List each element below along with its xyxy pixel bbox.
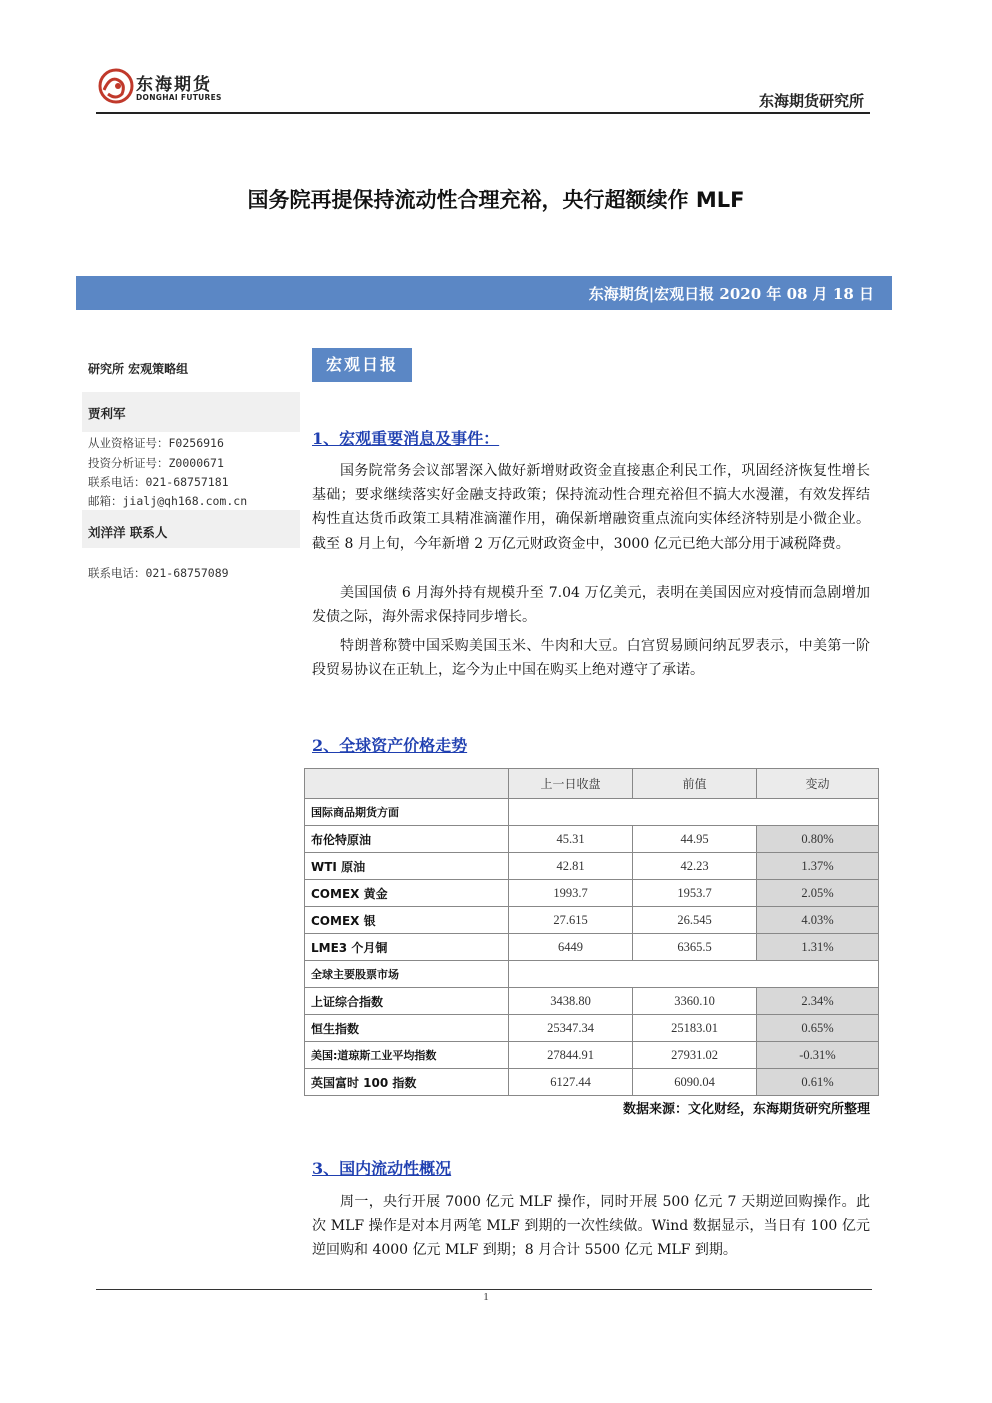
asset-name: COMEX 黄金 [305,880,509,907]
analyst-1-qualification: 从业资格证号：F0256916 [88,436,224,450]
prev-value: 26.545 [633,907,757,934]
prev-value: 6090.04 [633,1069,757,1096]
section-3-heading: 3、国内流动性概况 [312,1159,452,1178]
table-row [305,1042,879,1069]
change-value: 1.31% [757,934,879,961]
table-category-row [305,961,879,988]
close-value: 25347.34 [509,1015,633,1042]
table-row [305,934,879,961]
analyst-1-phone: 联系电话：021-68757181 [88,475,229,489]
footer-divider [96,1289,872,1290]
header-divider [96,112,870,114]
asset-name: 布伦特原油 [305,826,509,853]
close-value: 1993.7 [509,880,633,907]
analyst-1-investment-id: 投资分析证号：Z0000671 [88,456,224,470]
asset-price-table [304,768,879,1096]
data-source-note: 数据来源：文化财经，东海期货研究所整理 [622,1102,870,1117]
section-3-paragraph: 周一，央行开展 7000 亿元 MLF 操作，同时开展 500 亿元 7 天期逆回购操作。此次 MLF 操作是对本月两笔 MLF 到期的一次性续做。Wind 数据显示，当日有 100 亿元逆回购和 4000 亿元 MLF 到期；8 月合计 5500 亿元 MLF 到期。 [312,1194,870,1259]
asset-name: 上证综合指数 [305,988,509,1015]
close-value: 45.31 [509,826,633,853]
asset-name: 美国:道琼斯工业平均指数 [305,1042,509,1069]
prev-value: 3360.10 [633,988,757,1015]
prev-value: 25183.01 [633,1015,757,1042]
analyst-2-phone: 联系电话：021-68757089 [88,566,229,580]
category-label: 国际商品期货方面 [305,799,509,826]
header-institute-name: 东海期货研究所 [758,92,864,110]
close-value: 27844.91 [509,1042,633,1069]
change-value: 0.61% [757,1069,879,1096]
asset-name: 英国富时 100 指数 [305,1069,509,1096]
category-label: 全球主要股票市场 [305,961,509,988]
close-value: 6127.44 [509,1069,633,1096]
prev-value: 1953.7 [633,880,757,907]
asset-name: COMEX 银 [305,907,509,934]
close-value: 27.615 [509,907,633,934]
table-category-row [305,799,879,826]
analyst-1-name: 贾利军 [88,406,126,421]
close-value: 3438.80 [509,988,633,1015]
section-1-paragraph: 特朗普称赞中国采购美国玉米、牛肉和大豆。白宫贸易顾问纳瓦罗表示，中美第一阶段贸易协议在正轨上，迄今为止中国在购买上绝对遵守了承诺。 [312,638,870,679]
asset-name: LME3 个月铜 [305,934,509,961]
close-value: 6449 [509,934,633,961]
table-row [305,880,879,907]
table-row [305,988,879,1015]
table-header-row [305,769,879,799]
table-header-cell: 上一日收盘 [509,769,633,799]
prev-value: 42.23 [633,853,757,880]
change-value: 0.65% [757,1015,879,1042]
table-row [305,1069,879,1096]
table-row [305,907,879,934]
prev-value: 6365.5 [633,934,757,961]
change-value: 0.80% [757,826,879,853]
analyst-2-name: 刘洋洋 联系人 [88,525,168,540]
table-cell [509,961,879,988]
report-banner [76,276,892,310]
change-value: -0.31% [757,1042,879,1069]
change-value: 2.05% [757,880,879,907]
page-number: 1 [483,1291,489,1303]
prev-value: 44.95 [633,826,757,853]
table-cell [509,799,879,826]
analyst-1-email: 邮箱：jialj@qh168.com.cn [88,494,248,508]
section-1-paragraph: 美国国债 6 月海外持有规模升至 7.04 万亿美元，表明在美国因应对疫情而急剧增加发债之际，海外需求保持同步增长。 [312,585,870,626]
change-value: 2.34% [757,988,879,1015]
logo-english-text: DONGHAI FUTURES [136,93,222,102]
asset-name: WTI 原油 [305,853,509,880]
prev-value: 27931.02 [633,1042,757,1069]
asset-name: 恒生指数 [305,1015,509,1042]
section-1-heading: 1、宏观重要消息及事件： [312,429,500,448]
logo-chinese-text: 东海期货 [136,75,212,95]
table-header-cell [305,769,509,799]
banner-text: 东海期货|宏观日报 2020 年 08 月 18 日 [588,285,874,303]
section-2-heading: 2、全球资产价格走势 [312,736,468,755]
table-row [305,1015,879,1042]
close-value: 42.81 [509,853,633,880]
table-header-cell: 变动 [757,769,879,799]
change-value: 4.03% [757,907,879,934]
table-row [305,826,879,853]
section-1-paragraph: 国务院常务会议部署深入做好新增财政资金直接惠企利民工作，巩固经济恢复性增长基础；要求继续落实好金融支持政策；保持流动性合理充裕但不搞大水漫灌，有效发挥结构性直达货币政策工具精准滴灌作用，确保新增融资重点流向实体经济特别是小微企业。截至 8 月上旬，今年新增 2 万亿元财政资金中，3000 亿元已绝大部分用于减税降费。 [312,463,870,552]
report-title: 国务院再提保持流动性合理充裕，央行超额续作 MLF [247,188,745,212]
change-value: 1.37% [757,853,879,880]
company-logo [96,66,236,110]
donghai-logo-icon [96,66,136,106]
table-header-cell: 前值 [633,769,757,799]
sidebar-org: 研究所 宏观策略组 [88,362,189,376]
table-row [305,853,879,880]
report-type-tag: 宏观日报 [312,348,412,382]
